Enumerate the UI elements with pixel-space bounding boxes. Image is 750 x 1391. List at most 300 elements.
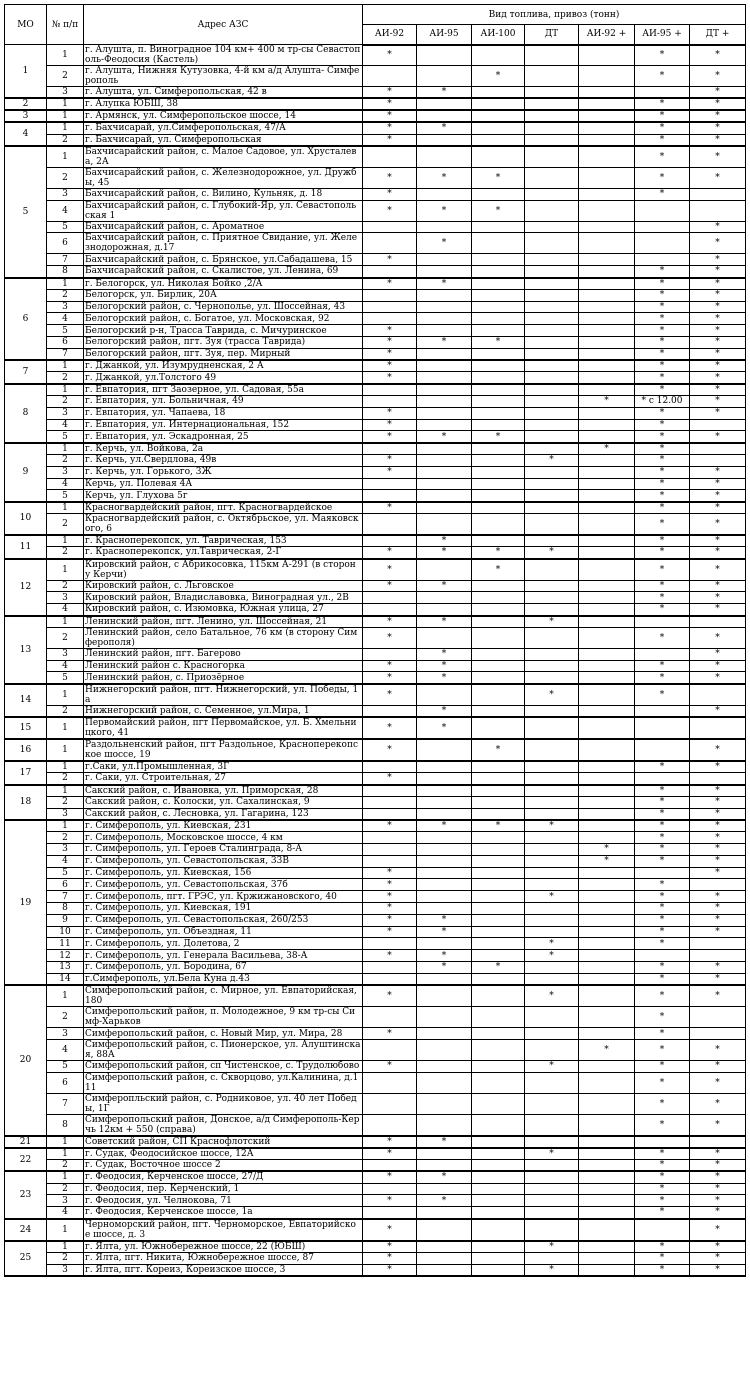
fuel-cell-dt: * — [525, 1060, 579, 1072]
fuel-cell-ai95 — [417, 466, 472, 478]
fuel-cell-ai95-plus: * — [635, 535, 690, 547]
fuel-cell-ai92-plus — [579, 1072, 635, 1093]
address-cell: г. Алупка ЮБШ, 38 — [84, 98, 363, 110]
fuel-cell-ai100 — [472, 855, 525, 867]
fuel-cell-dt — [525, 122, 579, 134]
address-cell: г. Алушта, ул. Симферопольская, 42 в — [84, 87, 363, 99]
address-cell: Бахчисарайский район, с. Глубокий-Яр, ул. Севастопольская 1 — [84, 200, 363, 221]
fuel-cell-ai95: * — [417, 1171, 472, 1183]
address-cell: г. Красноперекопск, ул. Таврическая, 153 — [84, 535, 363, 547]
fuel-cell-dt-plus: * — [690, 1252, 746, 1264]
fuel-cell-dt: * — [525, 820, 579, 832]
table-row — [5, 146, 746, 168]
table-row — [5, 1171, 746, 1183]
fuel-cell-dt: * — [525, 1264, 579, 1276]
row-number-cell: 1 — [47, 146, 84, 168]
fuel-cell-ai100: * — [472, 337, 525, 349]
fuel-cell-dt — [525, 855, 579, 867]
fuel-cell-ai100 — [472, 45, 525, 66]
row-number-cell: 3 — [47, 808, 84, 820]
fuel-cell-ai100 — [472, 455, 525, 467]
fuel-cell-ai92 — [363, 221, 417, 233]
fuel-cell-ai92-plus — [579, 66, 635, 87]
mo-cell: 10 — [5, 502, 47, 535]
mo-cell: 24 — [5, 1219, 47, 1241]
fuel-cell-ai95 — [417, 1148, 472, 1160]
fuel-cell-dt-plus — [690, 950, 746, 962]
fuel-cell-dt-plus: * — [690, 535, 746, 547]
address-cell: г. Симферополь, ул. Севастопольская, 260/253 — [84, 914, 363, 926]
fuel-cell-ai95 — [417, 1060, 472, 1072]
fuel-cell-ai95: * — [417, 167, 472, 188]
row-number-cell: 2 — [47, 547, 84, 559]
table-row — [5, 1207, 746, 1219]
fuel-cell-ai92-plus — [579, 254, 635, 266]
fuel-cell-ai92-plus — [579, 914, 635, 926]
row-number-cell: 1 — [47, 616, 84, 628]
fuel-cell-ai92-plus — [579, 962, 635, 974]
address-cell: г. Ялта, пгт. Никита, Южнобережное шоссе, 87 — [84, 1252, 363, 1264]
fuel-cell-ai92: * — [363, 134, 417, 146]
table-row — [5, 903, 746, 915]
address-cell: г. Керчь, ул. Горького, 3Ж — [84, 466, 363, 478]
fuel-cell-ai92-plus — [579, 903, 635, 915]
address-cell: г. Алушта, Нижняя Кутузовка, 4-й км а/д Алушта- Симферополь — [84, 66, 363, 87]
fuel-cell-ai92: * — [363, 348, 417, 360]
fuel-cell-ai92-plus — [579, 301, 635, 313]
fuel-cell-dt — [525, 1039, 579, 1060]
fuel-cell-dt — [525, 1136, 579, 1148]
fuel-cell-ai95-plus — [635, 87, 690, 99]
address-cell: г. Ялта, пгт. Кореиз, Кореизское шоссе, 3 — [84, 1264, 363, 1276]
fuel-cell-dt-plus: * — [690, 547, 746, 559]
fuel-cell-ai92-plus — [579, 337, 635, 349]
row-number-cell: 2 — [47, 134, 84, 146]
mo-cell: 25 — [5, 1241, 47, 1276]
fuel-cell-ai92-plus — [579, 950, 635, 962]
fuel-cell-ai95-plus: * — [635, 313, 690, 325]
fuel-cell-dt-plus: * — [690, 580, 746, 592]
address-cell: Бахчисарайский район, с. Железнодорожное, ул. Дружбы, 45 — [84, 167, 363, 188]
address-cell: Ленинский район, с. Приозёрное — [84, 672, 363, 684]
mo-cell: 21 — [5, 1136, 47, 1148]
fuel-cell-ai95-plus: * — [635, 1039, 690, 1060]
fuel-cell-ai92: * — [363, 891, 417, 903]
row-number-cell: 9 — [47, 914, 84, 926]
fuel-cell-ai92-plus — [579, 1060, 635, 1072]
fuel-cell-ai92-plus — [579, 98, 635, 110]
fuel-cell-ai95-plus: * — [635, 903, 690, 915]
fuel-cell-dt-plus: * — [690, 627, 746, 648]
row-number-cell: 2 — [47, 396, 84, 408]
fuel-cell-dt — [525, 419, 579, 431]
fuel-cell-dt — [525, 1195, 579, 1207]
fuel-cell-ai92-plus — [579, 867, 635, 879]
fuel-cell-ai92-plus — [579, 1093, 635, 1114]
fuel-cell-ai100 — [472, 1171, 525, 1183]
fuel-cell-ai100 — [472, 627, 525, 648]
fuel-cell-dt-plus: * — [690, 604, 746, 616]
fuel-cell-ai95 — [417, 684, 472, 706]
fuel-cell-ai95-plus: * — [635, 627, 690, 648]
row-number-cell: 4 — [47, 313, 84, 325]
fuel-cell-ai95-plus: * — [635, 1171, 690, 1183]
fuel-cell-dt — [525, 490, 579, 502]
fuel-cell-ai100 — [472, 419, 525, 431]
fuel-cell-dt — [525, 384, 579, 396]
address-cell: г. Судак, Восточное шоссе 2 — [84, 1160, 363, 1172]
fuel-cell-dt — [525, 233, 579, 254]
fuel-cell-ai95 — [417, 1039, 472, 1060]
fuel-cell-ai100 — [472, 808, 525, 820]
mo-cell: 20 — [5, 985, 47, 1136]
fuel-cell-ai95 — [417, 985, 472, 1007]
fuel-cell-ai95-plus: * — [635, 66, 690, 87]
table-row — [5, 938, 746, 950]
fuel-cell-ai92: * — [363, 45, 417, 66]
table-row — [5, 384, 746, 396]
fuel-cell-ai92-plus: * — [579, 855, 635, 867]
fuel-cell-ai100: * — [472, 431, 525, 443]
row-number-cell: 3 — [47, 592, 84, 604]
table-row — [5, 705, 746, 717]
fuel-cell-ai92: * — [363, 1136, 417, 1148]
fuel-cell-dt — [525, 431, 579, 443]
fuel-cell-ai92-plus — [579, 478, 635, 490]
table-row — [5, 278, 746, 290]
fuel-cell-ai100 — [472, 221, 525, 233]
table-row — [5, 266, 746, 278]
fuel-cell-ai92: * — [363, 278, 417, 290]
fuel-cell-dt — [525, 200, 579, 221]
mo-cell: 4 — [5, 122, 47, 146]
fuel-cell-dt-plus: * — [690, 808, 746, 820]
fuel-cell-ai95 — [417, 66, 472, 87]
row-number-cell: 3 — [47, 1264, 84, 1276]
fuel-cell-ai95 — [417, 855, 472, 867]
table-row — [5, 973, 746, 985]
fuel-cell-ai92-plus — [579, 773, 635, 785]
fuel-cell-ai95 — [417, 1241, 472, 1253]
fuel-cell-ai95-plus: * — [635, 844, 690, 856]
fuel-cell-ai100 — [472, 502, 525, 514]
fuel-cell-dt-plus: * — [690, 1160, 746, 1172]
fuel-cell-ai95 — [417, 455, 472, 467]
header-fuel-ai95-plus: АИ-95 + — [635, 25, 690, 45]
address-cell: Белогорский район, с. Чернополье, ул. Шоссейная, 43 — [84, 301, 363, 313]
table-row — [5, 832, 746, 844]
fuel-cell-ai100 — [472, 1195, 525, 1207]
fuel-cell-dt: * — [525, 950, 579, 962]
fuel-cell-dt-plus: * — [690, 337, 746, 349]
fuel-cell-ai95 — [417, 808, 472, 820]
fuel-cell-ai95-plus — [635, 1136, 690, 1148]
fuel-cell-ai100 — [472, 973, 525, 985]
fuel-cell-ai92-plus — [579, 938, 635, 950]
fuel-cell-ai92 — [363, 514, 417, 536]
address-cell: г. Джанкой, ул.Толстого 49 — [84, 372, 363, 384]
fuel-cell-ai95 — [417, 879, 472, 891]
fuel-cell-ai92-plus — [579, 1219, 635, 1241]
fuel-cell-ai95 — [417, 110, 472, 122]
fuel-cell-ai92 — [363, 761, 417, 773]
fuel-cell-ai92 — [363, 478, 417, 490]
fuel-cell-ai92: * — [363, 502, 417, 514]
fuel-cell-ai92: * — [363, 627, 417, 648]
fuel-cell-ai95-plus: * — [635, 1007, 690, 1028]
row-number-cell: 3 — [47, 648, 84, 660]
fuel-cell-dt — [525, 134, 579, 146]
fuel-cell-ai100 — [472, 514, 525, 536]
fuel-cell-dt — [525, 443, 579, 455]
fuel-cell-ai100: * — [472, 739, 525, 761]
fuel-cell-ai95-plus — [635, 254, 690, 266]
fuel-cell-ai95-plus: * — [635, 879, 690, 891]
fuel-cell-ai95-plus — [635, 616, 690, 628]
fuel-cell-ai95 — [417, 360, 472, 372]
row-number-cell: 3 — [47, 301, 84, 313]
fuel-cell-ai92 — [363, 384, 417, 396]
fuel-cell-ai92-plus: * — [579, 396, 635, 408]
row-number-cell: 1 — [47, 985, 84, 1007]
row-number-cell: 2 — [47, 580, 84, 592]
fuel-cell-ai92: * — [363, 188, 417, 200]
mo-cell: 9 — [5, 443, 47, 502]
fuel-cell-ai95 — [417, 289, 472, 301]
fuel-cell-ai92 — [363, 592, 417, 604]
fuel-cell-dt-plus: * — [690, 431, 746, 443]
table-row — [5, 337, 746, 349]
fuel-cell-ai100 — [472, 616, 525, 628]
fuel-cell-ai95-plus: * — [635, 188, 690, 200]
table-row — [5, 502, 746, 514]
fuel-cell-ai92: * — [363, 254, 417, 266]
fuel-cell-ai92 — [363, 490, 417, 502]
mo-cell: 12 — [5, 559, 47, 616]
table-row — [5, 672, 746, 684]
fuel-cell-ai95-plus: * — [635, 547, 690, 559]
table-row — [5, 372, 746, 384]
mo-cell: 19 — [5, 820, 47, 985]
fuel-cell-ai95-plus: * — [635, 360, 690, 372]
fuel-cell-ai95-plus: * — [635, 372, 690, 384]
fuel-cell-ai100 — [472, 313, 525, 325]
fuel-cell-ai100 — [472, 289, 525, 301]
fuel-cell-ai92: * — [363, 672, 417, 684]
table-row — [5, 1114, 746, 1136]
fuel-cell-ai95-plus: * — [635, 1114, 690, 1136]
header-fuel-dt-plus: ДТ + — [690, 25, 746, 45]
row-number-cell: 6 — [47, 1072, 84, 1093]
fuel-cell-ai100 — [472, 985, 525, 1007]
fuel-cell-dt — [525, 87, 579, 99]
fuel-cell-dt-plus: * — [690, 167, 746, 188]
fuel-cell-ai95 — [417, 592, 472, 604]
fuel-cell-dt-plus: * — [690, 985, 746, 1007]
table-row — [5, 535, 746, 547]
mo-cell: 23 — [5, 1171, 47, 1218]
fuel-cell-ai95-plus: * — [635, 761, 690, 773]
fuel-cell-ai95-plus: * — [635, 891, 690, 903]
fuel-cell-ai92 — [363, 1093, 417, 1114]
fuel-cell-ai100 — [472, 1252, 525, 1264]
table-row — [5, 1148, 746, 1160]
table-row — [5, 466, 746, 478]
fuel-cell-ai92 — [363, 808, 417, 820]
fuel-cell-ai92-plus — [579, 134, 635, 146]
fuel-cell-ai92-plus — [579, 431, 635, 443]
table-row — [5, 514, 746, 536]
row-number-cell: 5 — [47, 325, 84, 337]
table-row — [5, 648, 746, 660]
fuel-cell-ai92: * — [363, 325, 417, 337]
table-row — [5, 443, 746, 455]
fuel-cell-dt-plus — [690, 938, 746, 950]
row-number-cell: 5 — [47, 1060, 84, 1072]
fuel-cell-ai92 — [363, 604, 417, 616]
address-cell: Ленинский район, пгт. Ленино, ул. Шоссейная, 21 — [84, 616, 363, 628]
fuel-cell-dt-plus: * — [690, 514, 746, 536]
fuel-cell-ai92-plus — [579, 45, 635, 66]
fuel-cell-ai92: * — [363, 1060, 417, 1072]
row-number-cell: 3 — [47, 1195, 84, 1207]
fuel-cell-ai95-plus: * — [635, 167, 690, 188]
address-cell: г. Бахчисарай, ул.Симферопольская, 47/А — [84, 122, 363, 134]
row-number-cell: 5 — [47, 221, 84, 233]
fuel-cell-ai92-plus — [579, 188, 635, 200]
row-number-cell: 5 — [47, 672, 84, 684]
fuel-cell-ai95-plus: * — [635, 672, 690, 684]
fuel-cell-dt — [525, 660, 579, 672]
table-row — [5, 867, 746, 879]
fuel-cell-ai95-plus: * — [635, 325, 690, 337]
address-cell: г. Евпатория, ул. Эскадронная, 25 — [84, 431, 363, 443]
fuel-cell-dt — [525, 1093, 579, 1114]
address-cell: г. Джанкой, ул. Изумрудненская, 2 А — [84, 360, 363, 372]
fuel-cell-ai95-plus: * — [635, 1207, 690, 1219]
fuel-cell-dt-plus: * — [690, 1060, 746, 1072]
fuel-cell-dt — [525, 1207, 579, 1219]
address-cell: Красногвардейский район, пгт. Красногвардейское — [84, 502, 363, 514]
fuel-cell-ai92 — [363, 796, 417, 808]
address-cell: Советский район, СП Краснофлотский — [84, 1136, 363, 1148]
fuel-cell-dt: * — [525, 1148, 579, 1160]
fuel-cell-ai100 — [472, 301, 525, 313]
fuel-cell-ai95-plus: * — [635, 592, 690, 604]
row-number-cell: 3 — [47, 466, 84, 478]
fuel-cell-ai92-plus — [579, 348, 635, 360]
row-number-cell: 2 — [47, 1160, 84, 1172]
row-number-cell: 2 — [47, 627, 84, 648]
fuel-cell-ai100 — [472, 914, 525, 926]
fuel-cell-ai100 — [472, 773, 525, 785]
row-number-cell: 1 — [47, 360, 84, 372]
fuel-cell-ai92-plus — [579, 1148, 635, 1160]
fuel-cell-ai100 — [472, 98, 525, 110]
table-row — [5, 559, 746, 581]
fuel-cell-ai92-plus — [579, 1207, 635, 1219]
fuel-cell-ai95 — [417, 266, 472, 278]
fuel-cell-ai92 — [363, 973, 417, 985]
fuel-cell-dt-plus: * — [690, 134, 746, 146]
fuel-cell-dt — [525, 844, 579, 856]
fuel-cell-ai92-plus — [579, 891, 635, 903]
fuel-cell-ai92-plus — [579, 514, 635, 536]
fuel-cell-ai92: * — [363, 360, 417, 372]
row-number-cell: 3 — [47, 1028, 84, 1040]
fuel-cell-ai92-plus — [579, 926, 635, 938]
fuel-cell-ai92-plus — [579, 1241, 635, 1253]
fuel-cell-dt-plus: * — [690, 1207, 746, 1219]
address-cell: г.Саки, ул.Промышленная, 3Г — [84, 761, 363, 773]
table-row — [5, 122, 746, 134]
fuel-cell-ai95 — [417, 98, 472, 110]
fuel-cell-dt-plus: * — [690, 648, 746, 660]
fuel-cell-ai95: * — [417, 660, 472, 672]
fuel-cell-ai100 — [472, 717, 525, 739]
row-number-cell: 1 — [47, 45, 84, 66]
fuel-cell-dt — [525, 348, 579, 360]
fuel-cell-ai92: * — [363, 717, 417, 739]
fuel-cell-ai95-plus: * — [635, 604, 690, 616]
fuel-cell-dt-plus: * — [690, 855, 746, 867]
fuel-cell-ai95 — [417, 419, 472, 431]
fuel-cell-ai92: * — [363, 559, 417, 581]
fuel-cell-ai100 — [472, 233, 525, 254]
fuel-cell-ai92 — [363, 648, 417, 660]
row-number-cell: 1 — [47, 559, 84, 581]
address-cell: г. Евпатория, ул. Интернациональная, 152 — [84, 419, 363, 431]
fuel-cell-ai100 — [472, 1028, 525, 1040]
fuel-cell-ai92: * — [363, 950, 417, 962]
fuel-cell-ai92: * — [363, 773, 417, 785]
fuel-cell-ai100 — [472, 1160, 525, 1172]
fuel-cell-ai92-plus — [579, 289, 635, 301]
fuel-cell-ai95 — [417, 443, 472, 455]
fuel-cell-ai95 — [417, 221, 472, 233]
fuel-cell-dt: * — [525, 891, 579, 903]
row-number-cell: 1 — [47, 1136, 84, 1148]
fuel-cell-ai95 — [417, 348, 472, 360]
address-cell: Симферопольский район, п. Молодежное, 9 км тр-сы Симф-Харьков — [84, 1007, 363, 1028]
fuel-cell-dt — [525, 717, 579, 739]
fuel-cell-dt: * — [525, 547, 579, 559]
row-number-cell: 6 — [47, 879, 84, 891]
fuel-cell-ai95-plus: * — [635, 337, 690, 349]
fuel-cell-dt-plus: * — [690, 122, 746, 134]
fuel-cell-dt-plus — [690, 443, 746, 455]
fuel-cell-dt — [525, 580, 579, 592]
fuel-cell-ai95-plus: * — [635, 580, 690, 592]
table-row — [5, 167, 746, 188]
fuel-cell-ai95: * — [417, 535, 472, 547]
fuel-cell-dt-plus — [690, 455, 746, 467]
fuel-cell-ai92: * — [363, 616, 417, 628]
fuel-cell-ai100 — [472, 1072, 525, 1093]
row-number-cell: 7 — [47, 348, 84, 360]
fuel-cell-ai92 — [363, 1183, 417, 1195]
address-cell: Сакский район, с. Ивановка, ул. Приморская, 28 — [84, 785, 363, 797]
fuel-cell-dt — [525, 705, 579, 717]
fuel-cell-ai100: * — [472, 820, 525, 832]
fuel-cell-ai95 — [417, 254, 472, 266]
address-cell: г. Евпатория, пгт Заозерное, ул. Садовая, 55а — [84, 384, 363, 396]
row-number-cell: 1 — [47, 535, 84, 547]
mo-cell: 16 — [5, 739, 47, 761]
fuel-cell-ai92: * — [363, 985, 417, 1007]
fuel-cell-ai95-plus: * — [635, 384, 690, 396]
row-number-cell: 1 — [47, 1219, 84, 1241]
